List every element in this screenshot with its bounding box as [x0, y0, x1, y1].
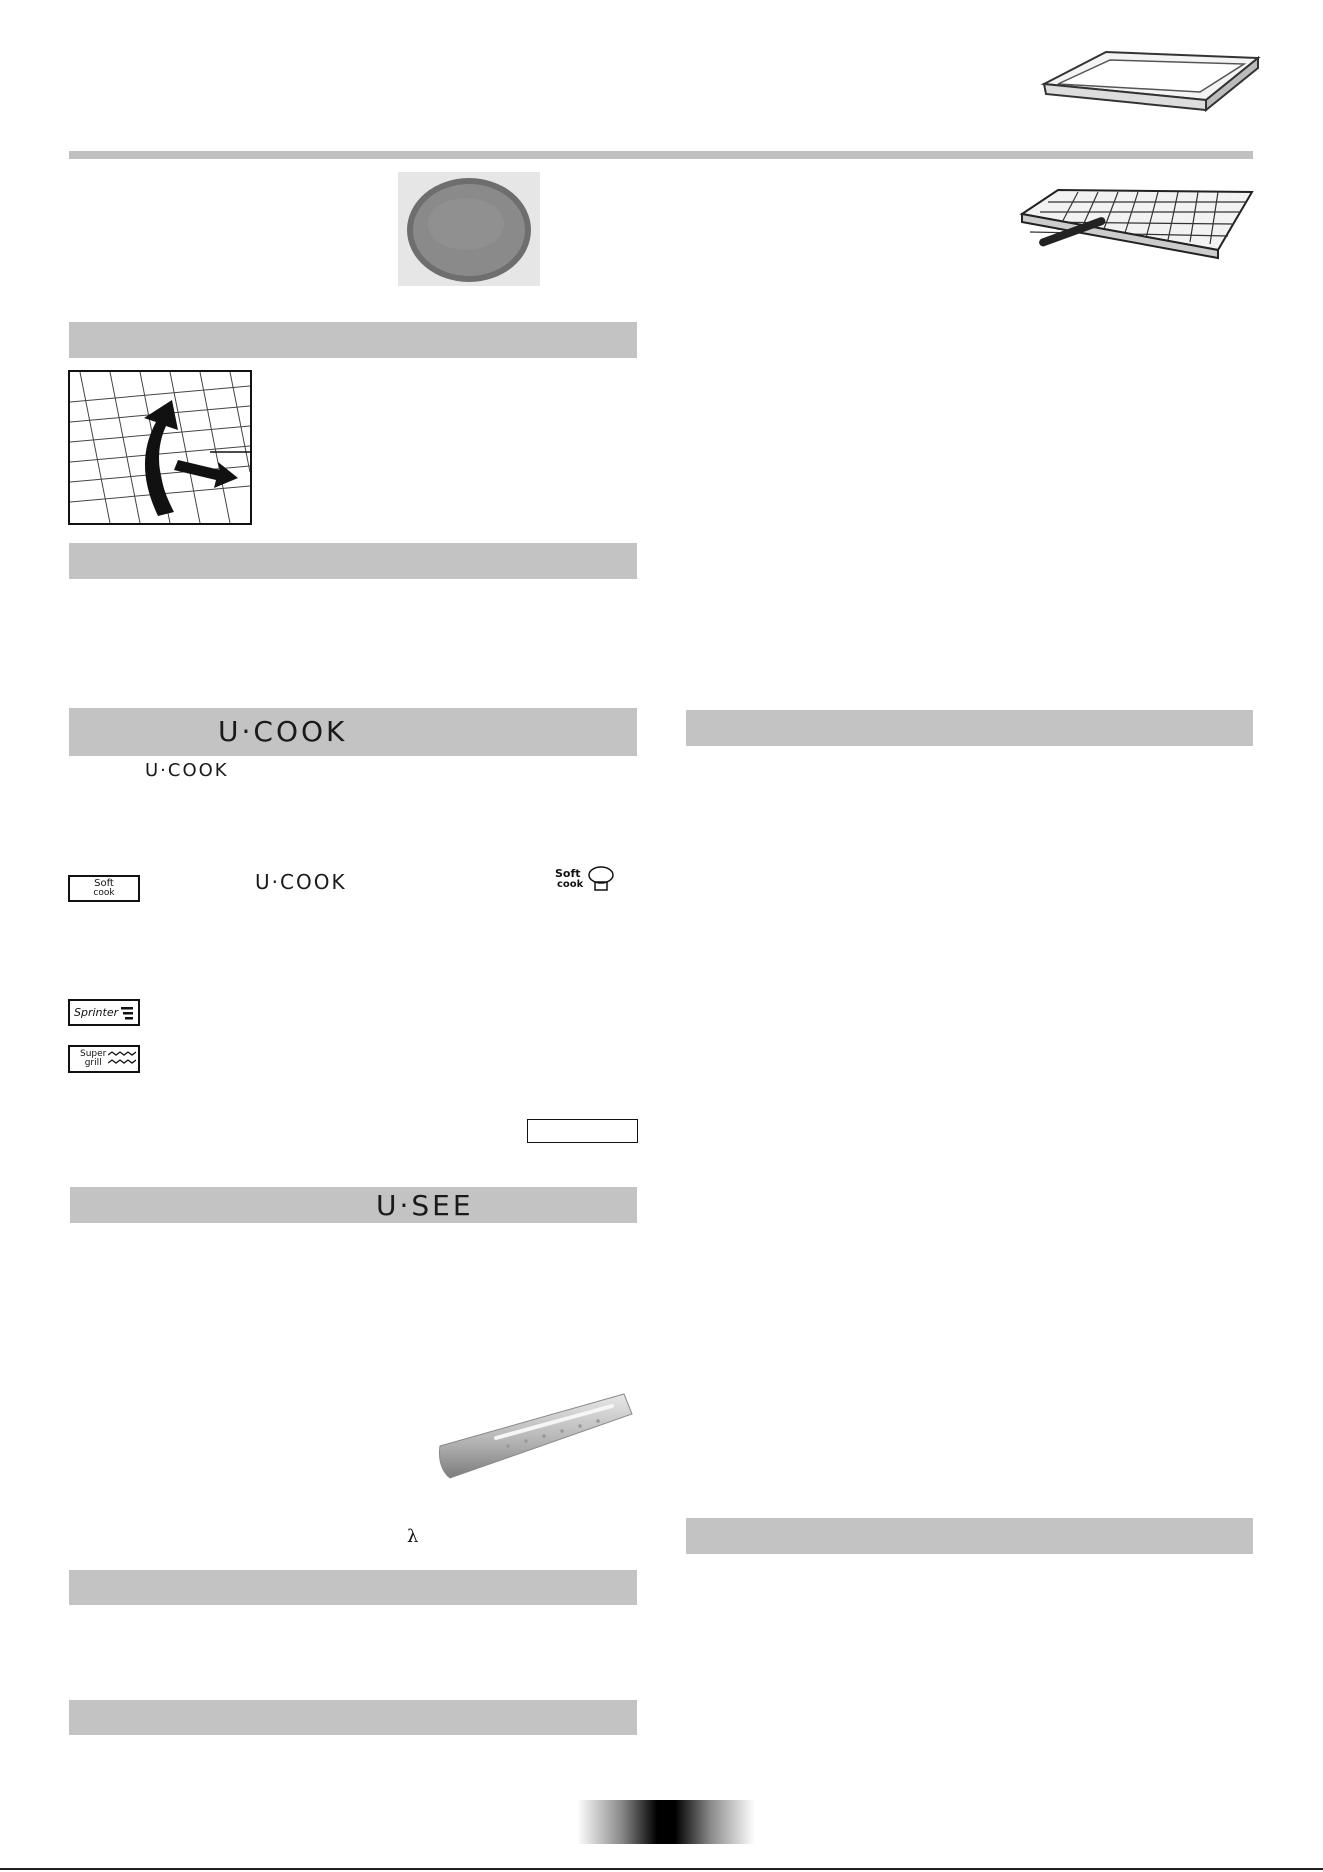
- bottom-rule: [0, 1868, 1323, 1870]
- page-marker-tab: [577, 1800, 755, 1844]
- section-bar-left-5: [69, 1700, 637, 1735]
- section-bar-2: [69, 543, 637, 579]
- ucook-section-header: [69, 708, 637, 756]
- ucook-inline-logo-1: U·COOK: [145, 760, 229, 781]
- section-bar-left-4: [69, 1570, 637, 1605]
- shelf-removal-icon: [68, 370, 252, 525]
- light-cover-icon: [436, 1390, 634, 1486]
- usee-header-logo: U·SEE: [376, 1189, 474, 1222]
- pizza-pan-icon: [398, 172, 540, 286]
- grill-rack-icon: [1018, 186, 1254, 268]
- softcook-symbol: [553, 866, 615, 894]
- softcook-symbol-line1: Soft: [555, 867, 581, 880]
- ucook-inline-logo-2: U·COOK: [255, 870, 347, 894]
- ucook-header-logo: U·COOK: [218, 715, 348, 748]
- softcook-badge: [68, 875, 140, 902]
- supergrill-badge: [68, 1045, 140, 1073]
- section-bar-right-2: [686, 1518, 1253, 1554]
- sprinter-badge: [68, 999, 140, 1026]
- top-rule: [69, 151, 1253, 159]
- supergrill-badge-line2: grill: [84, 1058, 102, 1068]
- softcook-badge-line1: Soft: [94, 878, 114, 889]
- empty-label-box: [527, 1119, 638, 1143]
- softcook-symbol-line2: cook: [557, 879, 584, 890]
- supergrill-badge-line1: Super: [80, 1049, 107, 1059]
- section-bar-right-1: [686, 710, 1253, 746]
- softcook-badge-line2: cook: [93, 888, 115, 898]
- section-bar-1: [69, 322, 637, 358]
- sprinter-badge-label: Sprinter: [74, 1006, 119, 1019]
- usee-section-header: [70, 1187, 637, 1223]
- lambda-symbol: λ: [407, 1526, 419, 1547]
- baking-tray-icon: [1040, 48, 1262, 124]
